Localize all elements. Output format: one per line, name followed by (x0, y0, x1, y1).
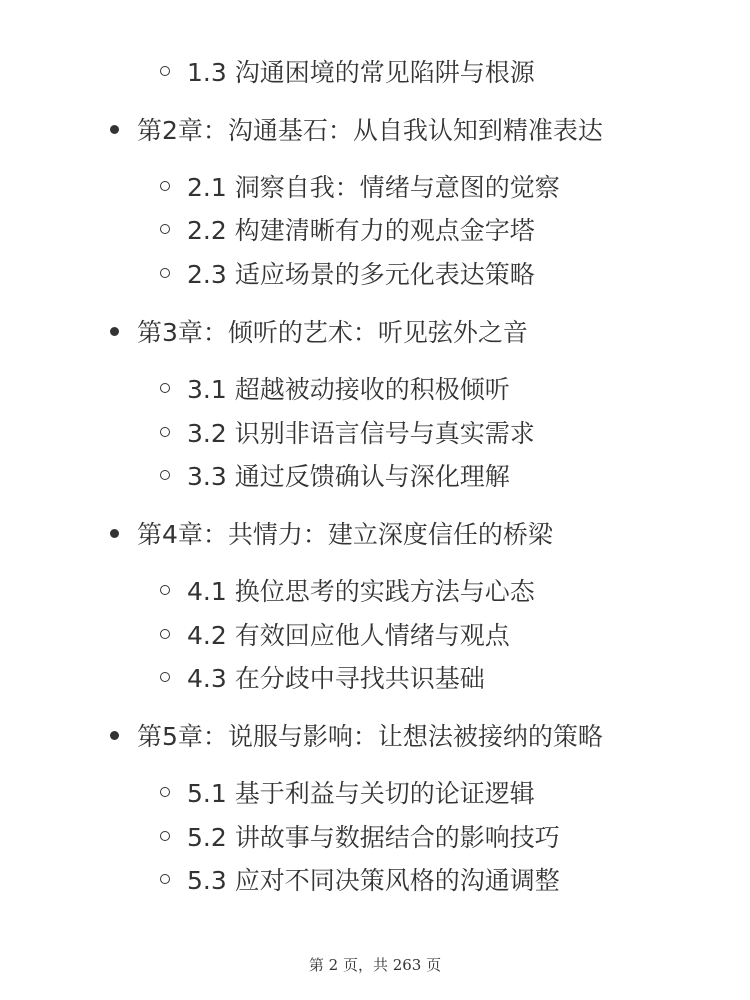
toc-chapter-text: 第4章：共情力：建立深度信任的桥梁 (137, 520, 553, 549)
page-number: 第 2 页，共 263 页 (308, 956, 442, 974)
circle-bullet-icon (160, 470, 170, 480)
toc-item-text: 5.2 讲故事与数据结合的影响技巧 (187, 823, 560, 852)
toc-item-2-1 (160, 166, 560, 206)
circle-bullet-icon (160, 629, 170, 639)
circle-bullet-icon (160, 66, 170, 76)
toc-item-text: 3.1 超越被动接收的积极倾听 (187, 375, 510, 404)
circle-bullet-icon (160, 672, 170, 682)
toc-item-1-3 (160, 51, 535, 91)
toc-item-text: 4.1 换位思考的实践方法与心态 (187, 577, 535, 606)
toc-item-text: 5.3 应对不同决策风格的沟通调整 (187, 866, 560, 895)
disc-bullet-icon (110, 731, 119, 740)
toc-chapter-text: 第5章：说服与影响：让想法被接纳的策略 (137, 722, 603, 751)
toc-chapter-4 (110, 513, 553, 553)
toc-item-text: 5.1 基于利益与关切的论证逻辑 (187, 779, 535, 808)
circle-bullet-icon (160, 874, 170, 884)
disc-bullet-icon (110, 529, 119, 538)
toc-chapter-2 (110, 109, 603, 149)
circle-bullet-icon (160, 427, 170, 437)
page-footer (0, 950, 750, 980)
toc-item-3-1 (160, 368, 510, 408)
toc-item-2-2 (160, 209, 535, 249)
toc-chapter-text: 第2章：沟通基石：从自我认知到精准表达 (137, 116, 603, 145)
disc-bullet-icon (110, 125, 119, 134)
toc-item-4-3 (160, 657, 485, 697)
toc-item-5-3 (160, 859, 560, 899)
toc-chapter-3 (110, 311, 528, 351)
toc-item-text: 1.3 沟通困境的常见陷阱与根源 (187, 58, 535, 87)
toc-item-5-1 (160, 772, 535, 812)
toc-item-text: 4.3 在分歧中寻找共识基础 (187, 664, 485, 693)
circle-bullet-icon (160, 787, 170, 797)
toc-item-3-2 (160, 412, 535, 452)
toc-chapter-text: 第3章：倾听的艺术：听见弦外之音 (137, 318, 528, 347)
toc-item-4-1 (160, 570, 535, 610)
toc-item-5-2 (160, 816, 560, 856)
toc-item-2-3 (160, 253, 535, 293)
disc-bullet-icon (110, 327, 119, 336)
toc-item-4-2 (160, 614, 510, 654)
toc-item-text: 3.2 识别非语言信号与真实需求 (187, 419, 535, 448)
toc-item-text: 2.3 适应场景的多元化表达策略 (187, 260, 535, 289)
circle-bullet-icon (160, 224, 170, 234)
circle-bullet-icon (160, 268, 170, 278)
toc-item-text: 2.2 构建清晰有力的观点金字塔 (187, 216, 535, 245)
toc-item-text: 3.3 通过反馈确认与深化理解 (187, 462, 510, 491)
circle-bullet-icon (160, 181, 170, 191)
toc-item-text: 2.1 洞察自我：情绪与意图的觉察 (187, 173, 560, 202)
toc-item-text: 4.2 有效回应他人情绪与观点 (187, 621, 510, 650)
circle-bullet-icon (160, 383, 170, 393)
toc-item-3-3 (160, 455, 510, 495)
circle-bullet-icon (160, 585, 170, 595)
toc-chapter-5 (110, 715, 603, 755)
circle-bullet-icon (160, 831, 170, 841)
